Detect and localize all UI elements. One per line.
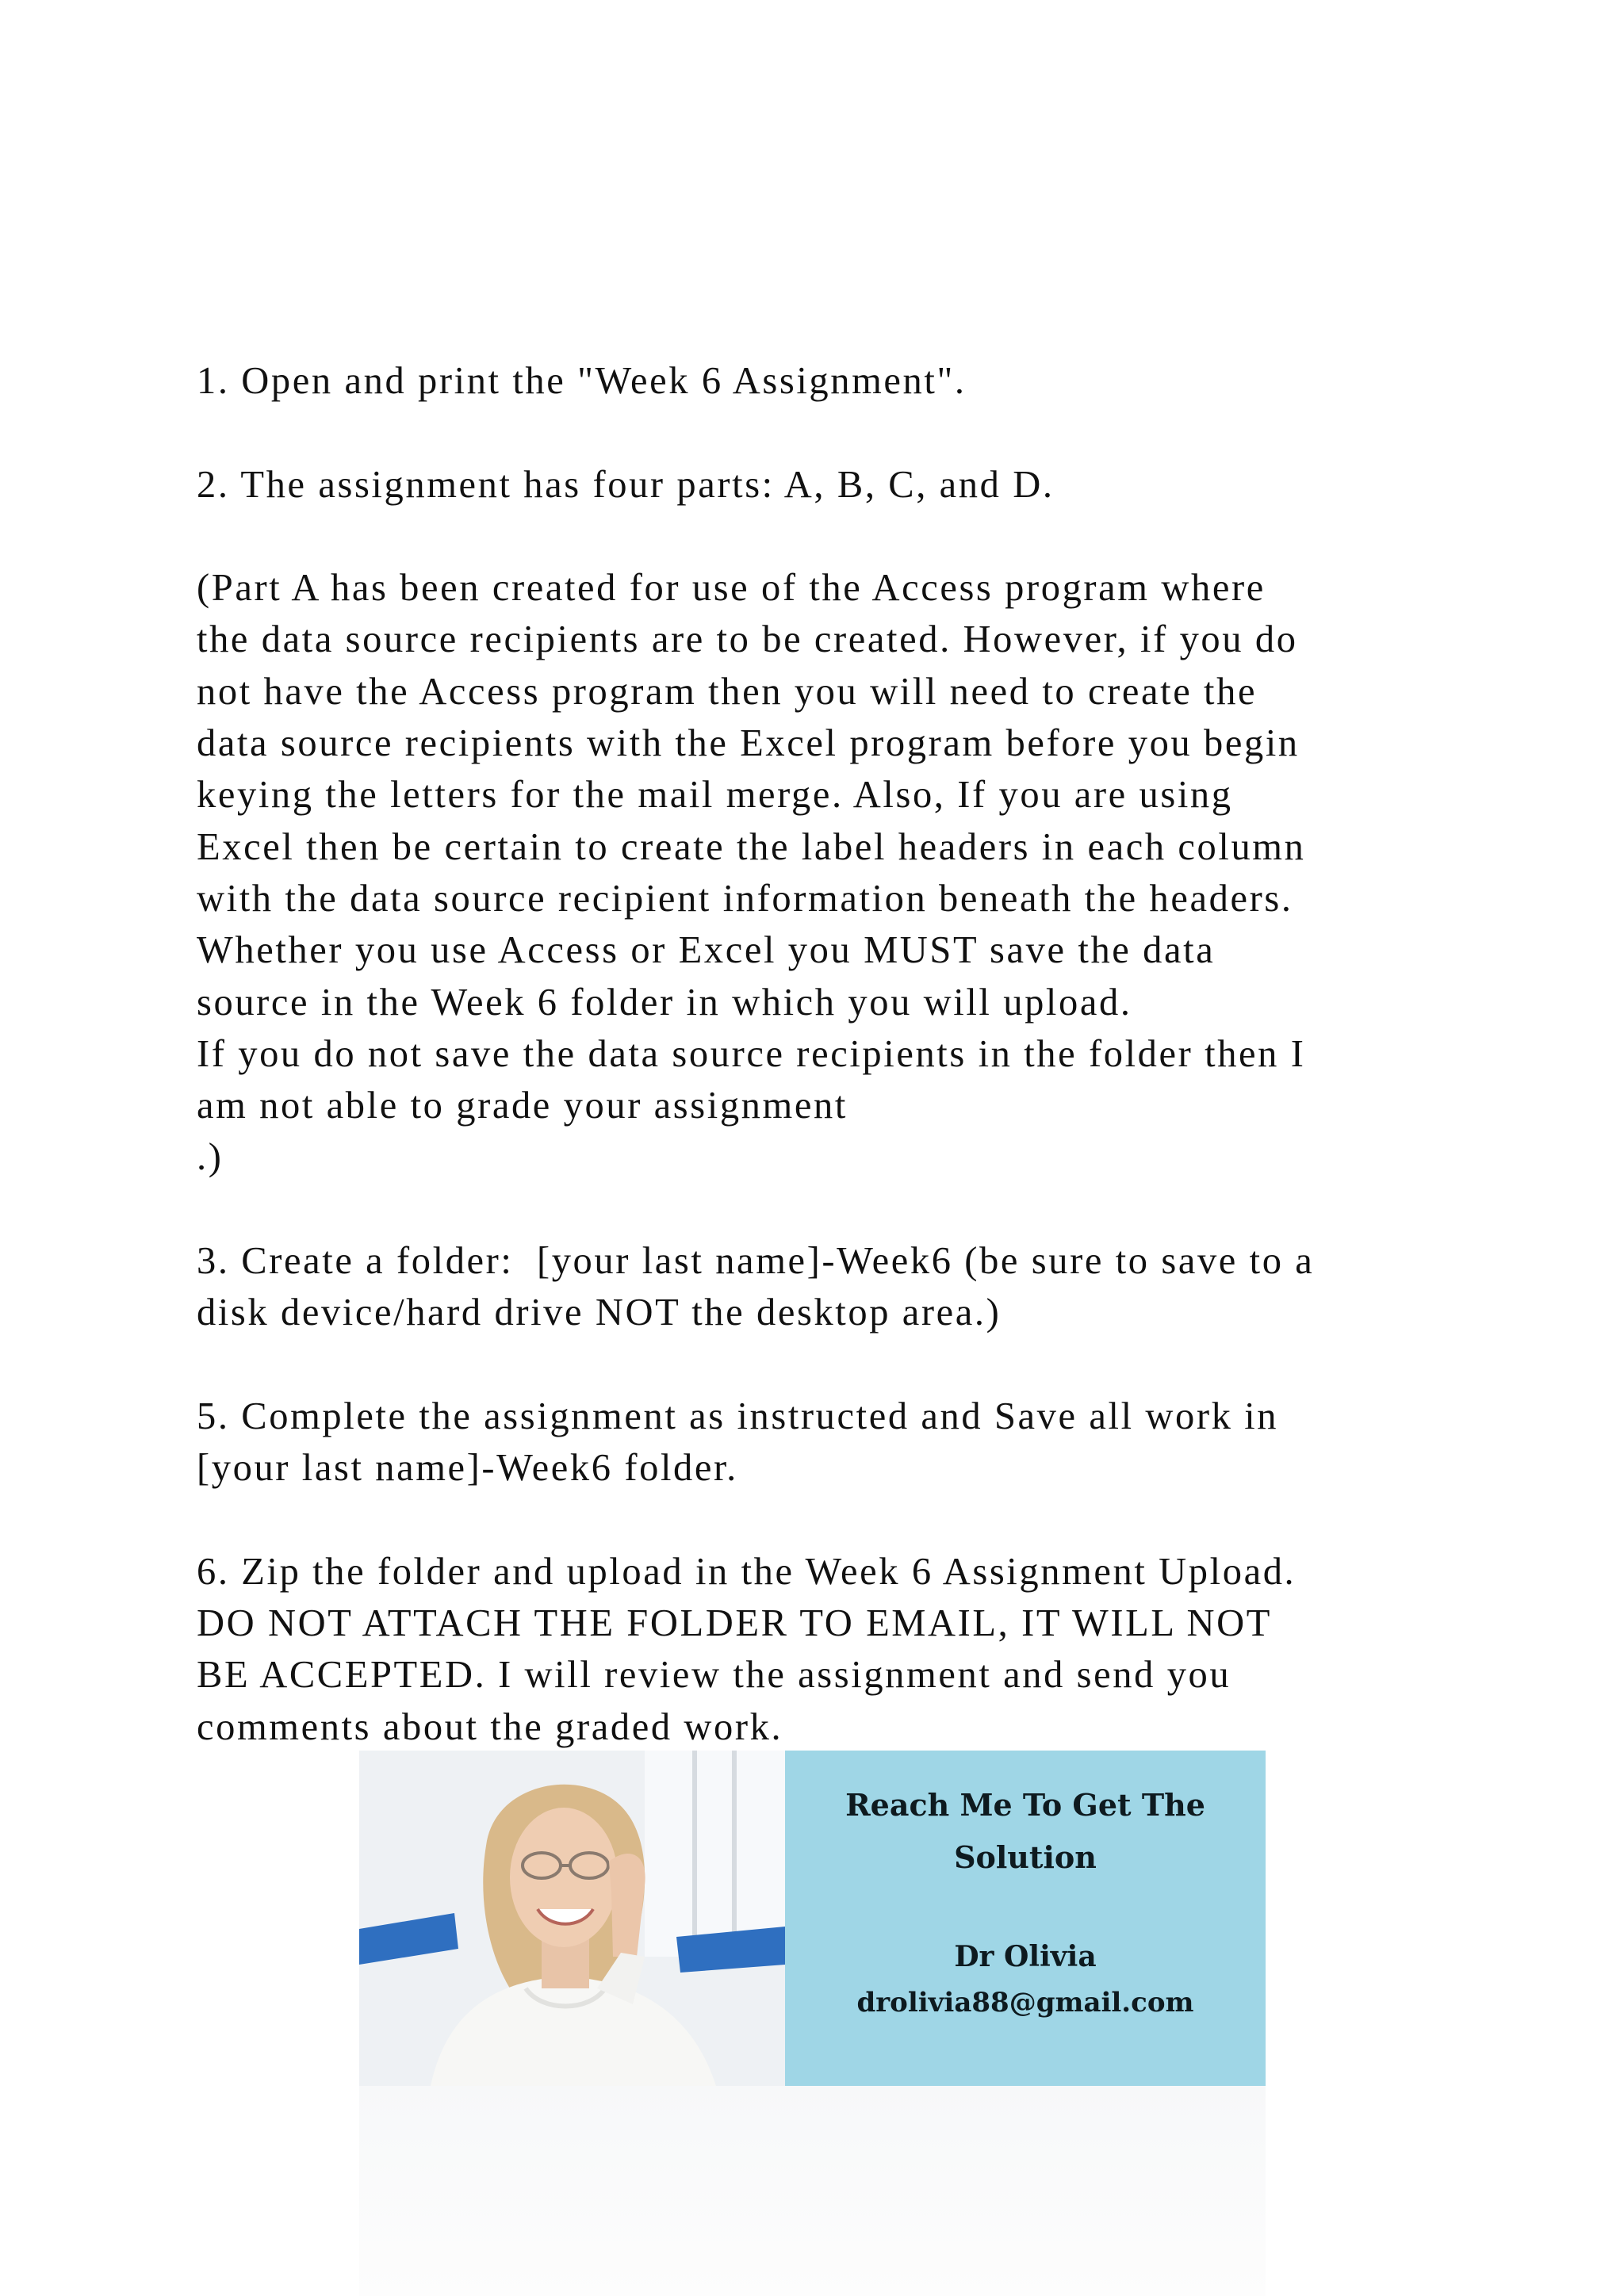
text-line: disk device/hard drive NOT the desktop area.) [197,1292,1002,1334]
banner-headline-line2: Solution [954,1839,1097,1875]
paragraph-spacer [197,1494,1465,1546]
text-line: data source recipients with the Excel program before you begin [197,722,1300,765]
text-line: am not able to grade your assignment [197,1085,848,1127]
paragraph-2 [197,459,1465,511]
paragraph-spacer [197,1184,1465,1235]
paragraph-1 [197,355,1465,407]
text-line: Whether you use Access or Excel you MUST save the data [197,929,1216,972]
paragraph-5 [197,1391,1465,1494]
text-line: with the data source recipient information beneath the headers. [197,877,1293,920]
text-line: (Part A has been created for use of the Access program where [197,567,1266,610]
text-line: 5. Complete the assignment as instructed and Save all work in [197,1395,1279,1437]
banner-headline-line1: Reach Me To Get The [845,1787,1205,1823]
paragraph-4 [197,1235,1465,1339]
paragraph-spacer [197,407,1465,458]
woman-portrait-photo [359,1751,785,2086]
text-line: DO NOT ATTACH THE FOLDER TO EMAIL, IT WILL NOT [197,1602,1272,1645]
text-line: keying the letters for the mail merge. Also, If you are using [197,774,1233,817]
paragraph-6 [197,1546,1465,1753]
contact-panel [785,1751,1266,2086]
faded-image-area [359,2086,1266,2296]
document-body [197,355,1465,1753]
text-line: 1. Open and print the "Week 6 Assignment". [197,360,967,402]
text-line: the data source recipients are to be created. However, if you do [197,618,1298,661]
text-line: 3. Create a folder: [your last name]-Week6 (be sure to save to a [197,1240,1315,1283]
paragraph-spacer [197,511,1465,562]
text-line: Excel then be certain to create the label headers in each column [197,825,1306,868]
text-line: comments about the graded work. [197,1705,783,1748]
solution-banner-image [359,1751,1266,2086]
contact-name: Dr Olivia [954,1940,1097,1973]
contact-email: drolivia88@gmail.com [856,1987,1194,2019]
text-line: If you do not save the data source recipients in the folder then I [197,1032,1306,1075]
text-line: .) [197,1136,224,1179]
text-line: not have the Access program then you will need to create the [197,670,1258,713]
text-line: [your last name]-Week6 folder. [197,1447,738,1490]
paragraph-3 [197,562,1465,1184]
text-line: source in the Week 6 folder in which you will upload. [197,981,1132,1024]
text-line: 2. The assignment has four parts: A, B, C, and D. [197,463,1055,506]
text-line: BE ACCEPTED. I will review the assignment and send you [197,1654,1231,1697]
text-line: 6. Zip the folder and upload in the Week 6 Assignment Upload. [197,1550,1297,1593]
banner-headline [785,1779,1266,1884]
paragraph-spacer [197,1339,1465,1391]
